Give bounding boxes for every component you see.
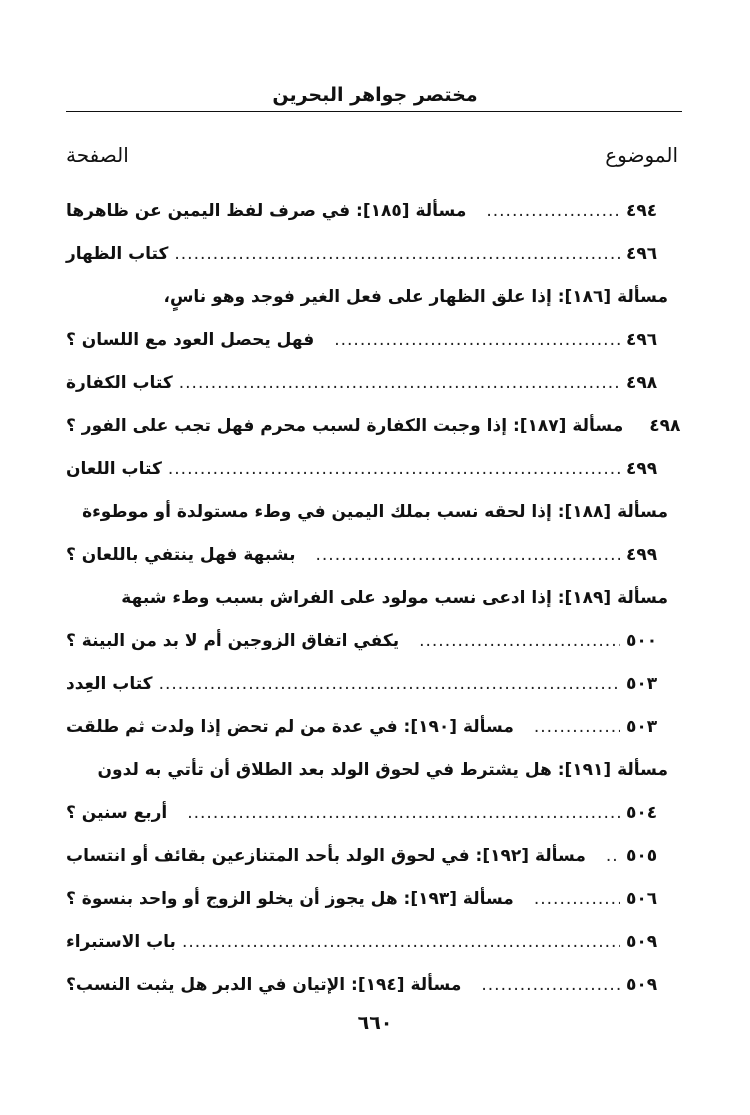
dot-leader — [174, 233, 620, 276]
toc-entry — [66, 620, 682, 663]
running-head: مختصر جواهر البحرين — [272, 84, 478, 106]
toc-entry — [66, 792, 682, 835]
toc-entry-page: ٤٩٨ — [649, 416, 681, 436]
toc-entry-title: كتاب اللعان — [66, 459, 162, 479]
toc-entry — [66, 362, 682, 405]
column-heading-topic: الموضوع — [605, 143, 678, 167]
toc-entry-title: مسألة [١٨٩]: إذا ادعى نسب مولود على الفراش بسبب وطء شبهة — [121, 588, 668, 608]
toc-entry-page: ٥٠٣ — [626, 674, 658, 694]
dot-leader — [486, 190, 620, 233]
toc-entry — [66, 233, 682, 276]
toc-entry — [66, 276, 682, 319]
table-of-contents — [66, 190, 682, 1007]
toc-entry-page: ٥٠٠ — [626, 631, 658, 651]
dot-leader — [182, 921, 620, 964]
toc-entry — [66, 577, 682, 620]
toc-entry-title: بشبهة فهل ينتفي باللعان ؟ — [66, 545, 296, 565]
toc-entry-title: أربع سنين ؟ — [66, 803, 168, 823]
toc-entry-title: باب الاستبراء — [66, 932, 176, 952]
dot-leader — [179, 362, 620, 405]
toc-entry-title: مسألة [١٨٧]: إذا وجبت الكفارة لسبب محرم فهل تجب على الفور ؟ — [66, 416, 624, 436]
toc-entry — [66, 706, 682, 749]
toc-entry — [66, 448, 682, 491]
column-heading-page: الصفحة — [66, 143, 129, 167]
dot-leader — [481, 964, 620, 1007]
toc-entry-page: ٥٠٩ — [626, 932, 658, 952]
header-rule — [66, 111, 682, 112]
dot-leader — [316, 534, 621, 577]
toc-entry-title: فهل يحصل العود مع اللسان ؟ — [66, 330, 315, 350]
toc-entry-page: ٥٠٤ — [626, 803, 658, 823]
toc-entry-page: ٥٠٦ — [626, 889, 658, 909]
dot-leader — [419, 620, 620, 663]
dot-leader — [159, 663, 620, 706]
toc-entry-page: ٤٩٦ — [626, 330, 658, 350]
toc-entry-title: مسألة [١٨٥]: في صرف لفظ اليمين عن ظاهرها — [66, 201, 467, 221]
toc-entry-page: ٥٠٩ — [626, 975, 658, 995]
toc-entry-title: يكفي اتفاق الزوجين أم لا بد من البينة ؟ — [66, 631, 400, 651]
dot-leader — [534, 878, 620, 921]
toc-entry-title: كتاب الكفارة — [66, 373, 173, 393]
toc-entry-title: مسألة [١٨٨]: إذا لحقه نسب بملك اليمين في وطء مستولدة أو موطوءة — [82, 502, 668, 522]
toc-entry-page: ٤٩٩ — [626, 459, 658, 479]
toc-entry-title: كتاب العِدد — [66, 674, 153, 694]
toc-entry — [66, 921, 682, 964]
toc-entry — [66, 749, 682, 792]
toc-entry — [66, 491, 682, 534]
toc-entry-title: مسألة [١٩٠]: في عدة من لم تحض إذا ولدت ثم طلقت — [66, 717, 514, 737]
toc-entry-page: ٤٩٦ — [626, 244, 658, 264]
toc-entry — [66, 964, 682, 1007]
toc-entry-page: ٤٩٨ — [626, 373, 658, 393]
toc-entry — [66, 405, 682, 448]
toc-entry-page: ٤٩٩ — [626, 545, 658, 565]
toc-entry-page: ٤٩٤ — [626, 201, 658, 221]
dot-leader — [534, 706, 620, 749]
toc-entry-title: مسألة [١٩٢]: في لحوق الولد بأحد المتنازعين بقائف أو انتساب — [66, 846, 586, 866]
toc-entry-title: مسألة [١٩٣]: هل يجوز أن يخلو الزوج أو واحد بنسوة ؟ — [66, 889, 514, 909]
dot-leader — [168, 448, 620, 491]
toc-entry-page: ٥٠٣ — [626, 717, 658, 737]
dot-leader — [334, 319, 620, 362]
toc-entry-page: ٥٠٥ — [626, 846, 658, 866]
dot-leader — [187, 792, 620, 835]
toc-entry — [66, 835, 682, 878]
toc-entry-title: مسألة [١٨٦]: إذا علق الظهار على فعل الغير فوجد وهو ناسٍ، — [163, 287, 668, 307]
toc-entry — [66, 663, 682, 706]
toc-entry — [66, 319, 682, 362]
toc-entry-title: كتاب الظهار — [66, 244, 169, 264]
dot-leader — [606, 835, 620, 878]
toc-entry-title: مسألة [١٩٤]: الإتيان في الدبر هل يثبت النسب؟ — [66, 975, 462, 995]
toc-entry — [66, 190, 682, 233]
page-number: ٦٦٠ — [357, 1012, 393, 1034]
toc-entry — [66, 878, 682, 921]
toc-entry-title: مسألة [١٩١]: هل يشترط في لحوق الولد بعد الطلاق أن تأتي به لدون — [97, 760, 668, 780]
toc-entry — [66, 534, 682, 577]
